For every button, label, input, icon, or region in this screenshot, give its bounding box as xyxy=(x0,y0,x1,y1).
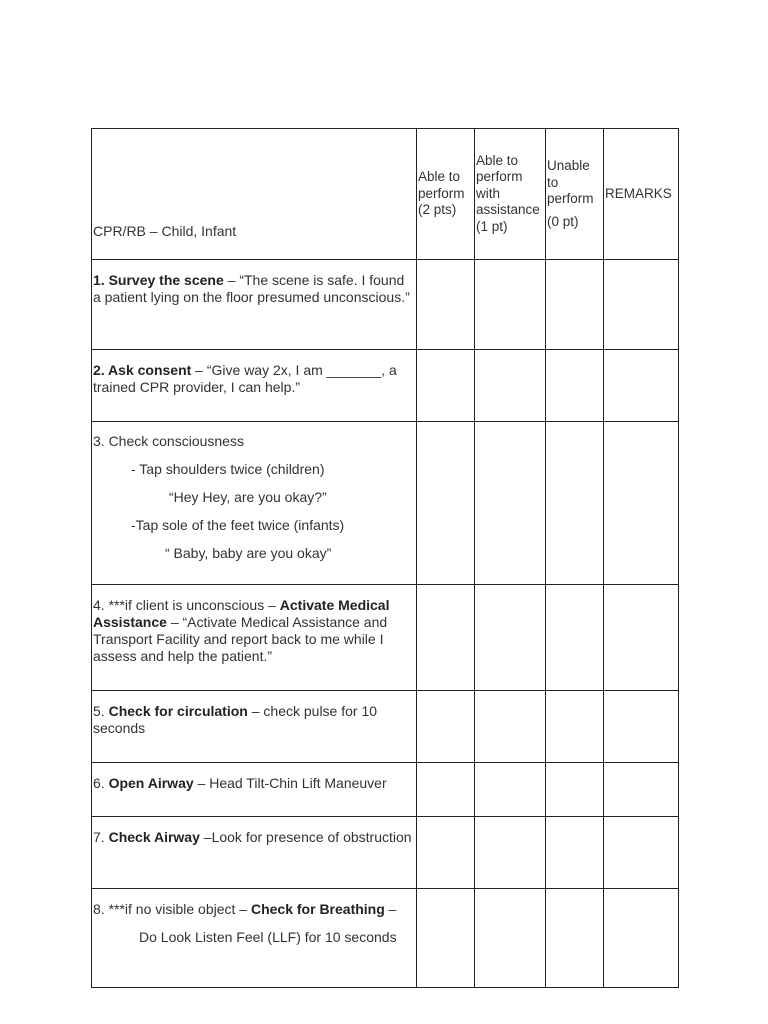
score-cell[interactable] xyxy=(417,350,475,422)
score-cell[interactable] xyxy=(475,260,546,350)
cpr-checklist-table xyxy=(91,128,679,988)
score-cell[interactable] xyxy=(475,350,546,422)
score-cell[interactable] xyxy=(475,585,546,691)
score-cell[interactable] xyxy=(475,889,546,988)
score-cell[interactable] xyxy=(417,422,475,585)
table-row xyxy=(92,585,679,691)
remarks-cell[interactable] xyxy=(604,350,679,422)
header-row xyxy=(92,129,679,260)
step-2: 2. Ask consent – “Give way 2x, I am _______, a trained CPR provider, I can help.” xyxy=(92,350,417,422)
table-row xyxy=(92,889,679,988)
score-cell[interactable] xyxy=(417,817,475,889)
score-cell[interactable] xyxy=(546,817,604,889)
col-header-assist: Able to perform with assistance (1 pt) xyxy=(475,129,546,260)
step-6: 6. Open Airway – Head Tilt-Chin Lift Maneuver xyxy=(92,763,417,817)
table-title: CPR/RB – Child, Infant xyxy=(92,129,417,260)
step-1: 1. Survey the scene – “The scene is safe. I found a patient lying on the floor presumed unconscious.” xyxy=(92,260,417,350)
table-row xyxy=(92,422,679,585)
score-cell[interactable] xyxy=(475,763,546,817)
score-cell[interactable] xyxy=(417,260,475,350)
checklist-page xyxy=(91,128,678,988)
remarks-cell[interactable] xyxy=(604,585,679,691)
table-row xyxy=(92,763,679,817)
score-cell[interactable] xyxy=(546,763,604,817)
score-cell[interactable] xyxy=(546,260,604,350)
score-cell[interactable] xyxy=(475,817,546,889)
remarks-cell[interactable] xyxy=(604,691,679,763)
remarks-cell[interactable] xyxy=(604,422,679,585)
col-header-unable: Unable to perform (0 pt) xyxy=(546,129,604,260)
score-cell[interactable] xyxy=(546,350,604,422)
score-cell[interactable] xyxy=(417,763,475,817)
step-3: 3. Check consciousness - Tap shoulders twice (children) “Hey Hey, are you okay?” -Tap sole of the feet twice (infants) “ Baby, baby are you okay” xyxy=(92,422,417,585)
remarks-cell[interactable] xyxy=(604,763,679,817)
table-row xyxy=(92,817,679,889)
col-header-able: Able to perform (2 pts) xyxy=(417,129,475,260)
step-4: 4. ***if client is unconscious – Activate Medical Assistance – “Activate Medical Assistance and Transport Facility and report back to me while I assess and help the patient.” xyxy=(92,585,417,691)
remarks-cell[interactable] xyxy=(604,817,679,889)
score-cell[interactable] xyxy=(546,691,604,763)
table-row xyxy=(92,260,679,350)
score-cell[interactable] xyxy=(546,585,604,691)
score-cell[interactable] xyxy=(417,691,475,763)
score-cell[interactable] xyxy=(546,889,604,988)
table-row xyxy=(92,691,679,763)
score-cell[interactable] xyxy=(417,889,475,988)
table-row xyxy=(92,350,679,422)
score-cell[interactable] xyxy=(546,422,604,585)
remarks-cell[interactable] xyxy=(604,889,679,988)
score-cell[interactable] xyxy=(417,585,475,691)
score-cell[interactable] xyxy=(475,691,546,763)
step-7: 7. Check Airway –Look for presence of obstruction xyxy=(92,817,417,889)
step-8: 8. ***if no visible object – Check for Breathing – Do Look Listen Feel (LLF) for 10 seconds xyxy=(92,889,417,988)
remarks-cell[interactable] xyxy=(604,260,679,350)
step-5: 5. Check for circulation – check pulse for 10 seconds xyxy=(92,691,417,763)
score-cell[interactable] xyxy=(475,422,546,585)
col-header-remarks: REMARKS xyxy=(604,129,679,260)
